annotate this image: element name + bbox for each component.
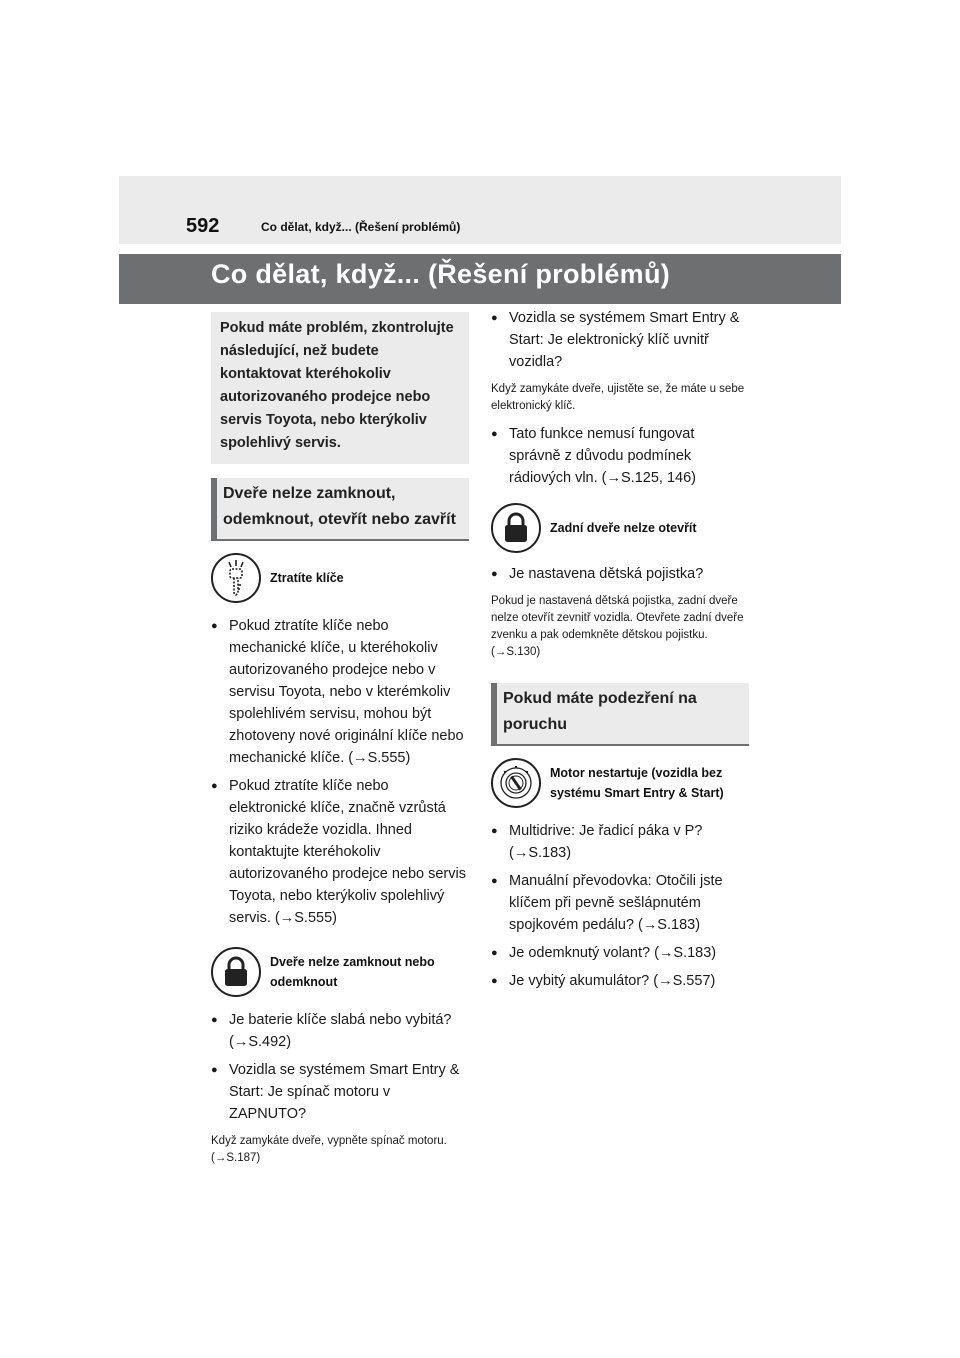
list-item: ● Vozidla se systémem Smart Entry & Start: Je spínač motoru v ZAPNUTO?: [211, 1062, 460, 1122]
subsection-label: Ztratíte klíče: [270, 571, 344, 585]
intro-box: Pokud máte problém, zkontrolujte následující, než budete kontaktovat kteréhokoliv autorizovaného prodejce nebo servis Toyota, nebo kterýkoliv spolehlivý servis.: [211, 312, 469, 464]
note-text: Pokud je nastavená dětská pojistka, zadní dveře nelze otevřít zevnitř vozidla. Otevřete zadní dveře zvenku a pak odemkněte dětskou pojistku. (→S.130): [491, 595, 744, 658]
key-icon: [211, 553, 261, 603]
list-item: ● Multidrive: Je řadicí páka v P? (→S.183): [491, 823, 703, 861]
subsection-cannot-lock: [211, 947, 469, 997]
subsection-label: Dveře nelze zamknout nebo odemknout: [270, 955, 435, 989]
note-text: Když zamykáte dveře, vypněte spínač motoru. (→S.187): [211, 1135, 447, 1164]
right-column: [491, 307, 749, 992]
list-item: ● Je baterie klíče slabá nebo vybitá? (→S.492): [211, 1012, 452, 1050]
left-column: [211, 312, 469, 1167]
list-item: ● Pokud ztratíte klíče nebo elektronické klíče, značně vzrůstá riziko krádeže vozidla. Ihned kontaktujte kteréhokoliv autorizovaného prodejce nebo servis Toyota, nebo kterýkoliv spolehlivý servis. (→S.555): [211, 778, 466, 926]
running-header: Co dělat, když... (Řešení problémů): [261, 220, 461, 234]
header-band: [119, 176, 841, 244]
list-item: ● Je vybitý akumulátor? (→S.557): [491, 973, 716, 989]
list-item: ● Pokud ztratíte klíče nebo mechanické klíče, u kteréhokoliv autorizovaného prodejce nebo v servisu Toyota, nebo v kterémkoliv spolehlivém servisu, mohou být zhotoveny nové originální klíče nebo mechanické klíče. (→S.555): [211, 618, 464, 766]
padlock-icon: [211, 947, 261, 997]
section-heading-malfunction: Pokud máte podezření na poruchu: [491, 683, 749, 746]
section-heading-doors: Dveře nelze zamknout, odemknout, otevřít nebo zavřít: [211, 478, 469, 541]
list-item: ● Je nastavena dětská pojistka?: [491, 566, 704, 582]
padlock-icon: [491, 503, 541, 553]
subsection-engine-start: [491, 758, 749, 808]
subsection-lost-keys: [211, 553, 469, 603]
ignition-switch-icon: [491, 758, 541, 808]
note-text: Když zamykáte dveře, ujistěte se, že máte u sebe elektronický klíč.: [491, 383, 745, 412]
page-number: 592: [186, 215, 220, 237]
chapter-title: Co dělat, když... (Řešení problémů): [211, 259, 671, 289]
list-item: ● Je odemknutý volant? (→S.183): [491, 945, 717, 961]
subsection-rear-door: [491, 503, 749, 553]
list-item: ● Tato funkce nemusí fungovat správně z důvodu podmínek rádiových vln. (→S.125, 146): [491, 426, 696, 486]
subsection-label: Motor nestartuje (vozidla bez systému Smart Entry & Start): [550, 766, 724, 800]
list-item: ● Vozidla se systémem Smart Entry & Start: Je elektronický klíč uvnitř vozidla?: [491, 310, 740, 370]
subsection-label: Zadní dveře nelze otevřít: [550, 521, 697, 535]
list-item: ● Manuální převodovka: Otočili jste klíčem při pevně sešlápnutém spojkovém pedálu? (→S.183): [491, 873, 723, 933]
